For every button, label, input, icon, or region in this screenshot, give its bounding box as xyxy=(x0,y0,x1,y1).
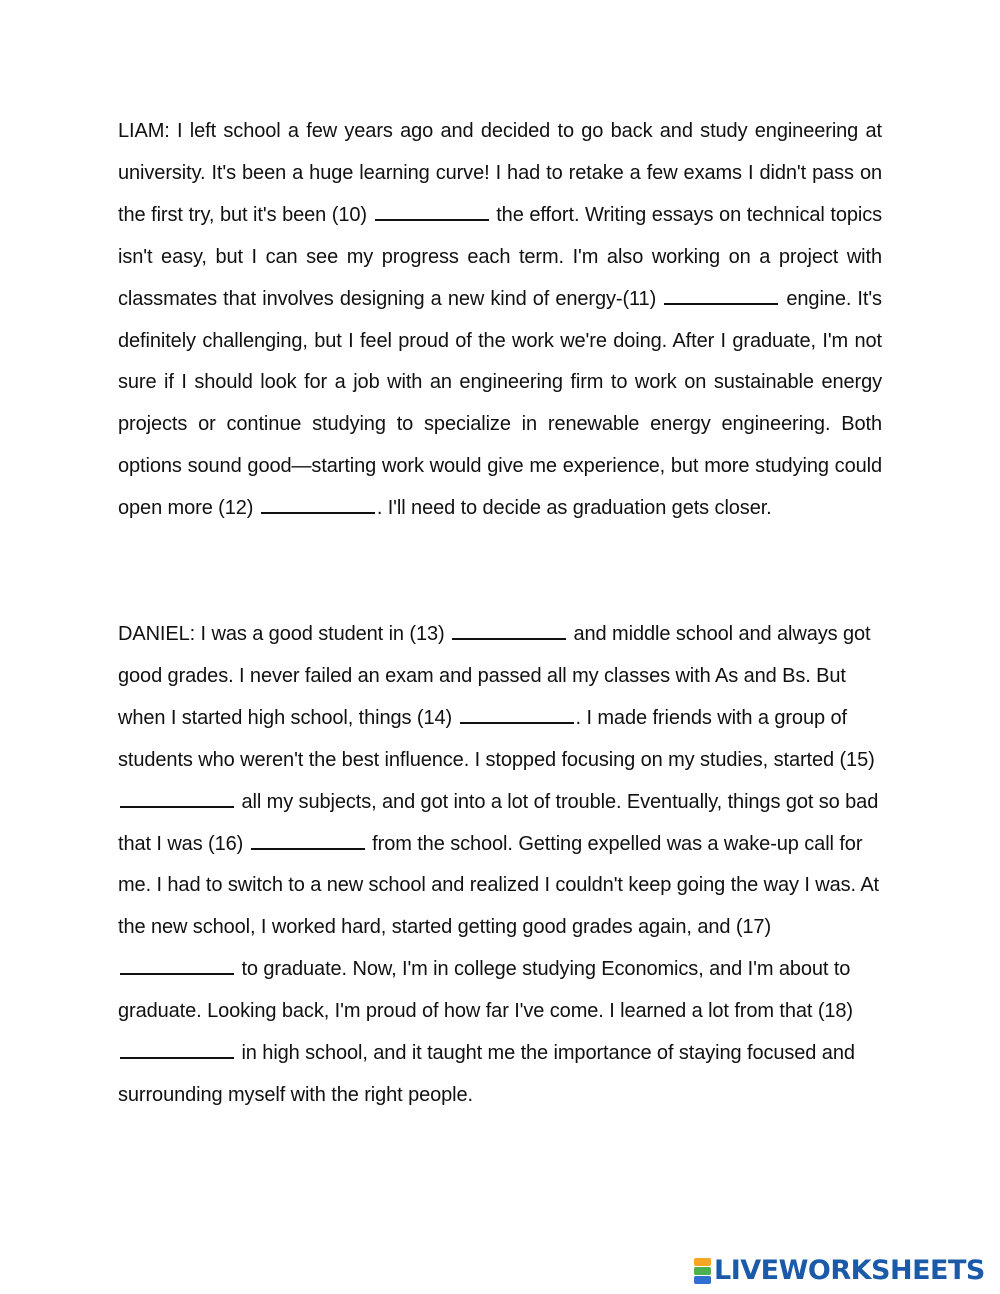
answer-blank-16[interactable] xyxy=(251,830,365,850)
daniel-text-6: to graduate. Now, I'm in college studying Economics, and I'm about to graduate. Looking back, I'm proud of how far I've come. I learned a lot from that (18) xyxy=(118,958,853,1023)
liveworksheets-logo-icon xyxy=(694,1258,711,1285)
daniel-text-1: DANIEL: I was a good student in (13) xyxy=(118,623,445,645)
logo-mark-top xyxy=(694,1258,711,1266)
liam-text-1: LIAM: I left school a few years ago and decided to go back and study engineering at university. It's been a huge learning curve! I had to retake a few exams I didn't pass on the first try, but it's been (10) xyxy=(118,120,882,226)
daniel-text-2: and middle school and always got good grades. I never failed an exam and passed all my classes with As and Bs. But when I started high school, things (14) xyxy=(118,623,871,729)
liam-paragraph xyxy=(118,111,882,530)
daniel-text-7: in high school, and it taught me the importance of staying focused and surrounding myself with the right people. xyxy=(118,1042,855,1106)
logo-mark-middle xyxy=(694,1267,711,1275)
answer-blank-18[interactable] xyxy=(120,1039,234,1059)
daniel-text-3: . I made friends with a group of students who weren't the best influence. I stopped focusing on my studies, started (15) xyxy=(118,706,875,771)
liam-text-3: engine. It's definitely challenging, but I feel proud of the work we're doing. After I graduate, I'm not sure if I should look for a job with an engineering firm to work on sustainable energy projects or continue studying to specialize in renewable energy engineering. Both options sound good—starting work would give me experience, but more studying could open more (12) xyxy=(118,287,882,520)
liveworksheets-logo xyxy=(694,1256,990,1286)
answer-blank-15[interactable] xyxy=(120,788,234,808)
logo-text: LIVEWORKSHEETS xyxy=(714,1255,985,1286)
liam-text-4: . I'll need to decide as graduation gets closer. xyxy=(376,497,772,520)
answer-blank-14[interactable] xyxy=(460,704,574,724)
daniel-text-5: from the school. Getting expelled was a wake-up call for me. I had to switch to a new school and realized I couldn't keep going the way I was. At the new school, I worked hard, started getting good grades again, and (17) xyxy=(118,832,880,939)
answer-blank-13[interactable] xyxy=(452,620,566,640)
liam-text-2: the effort. Writing essays on technical topics isn't easy, but I can see my progress each term. I'm also working on a project with classmates that involves designing a new kind of energy-(11) xyxy=(118,203,883,310)
answer-blank-11[interactable] xyxy=(664,285,778,305)
answer-blank-17[interactable] xyxy=(120,955,234,975)
answer-blank-12[interactable] xyxy=(261,494,375,514)
daniel-text-4: all my subjects, and got into a lot of trouble. Eventually, things got so bad that I was (16) xyxy=(118,790,879,855)
logo-mark-bottom xyxy=(694,1276,711,1284)
answer-blank-10[interactable] xyxy=(375,201,489,221)
daniel-paragraph xyxy=(118,614,882,1117)
